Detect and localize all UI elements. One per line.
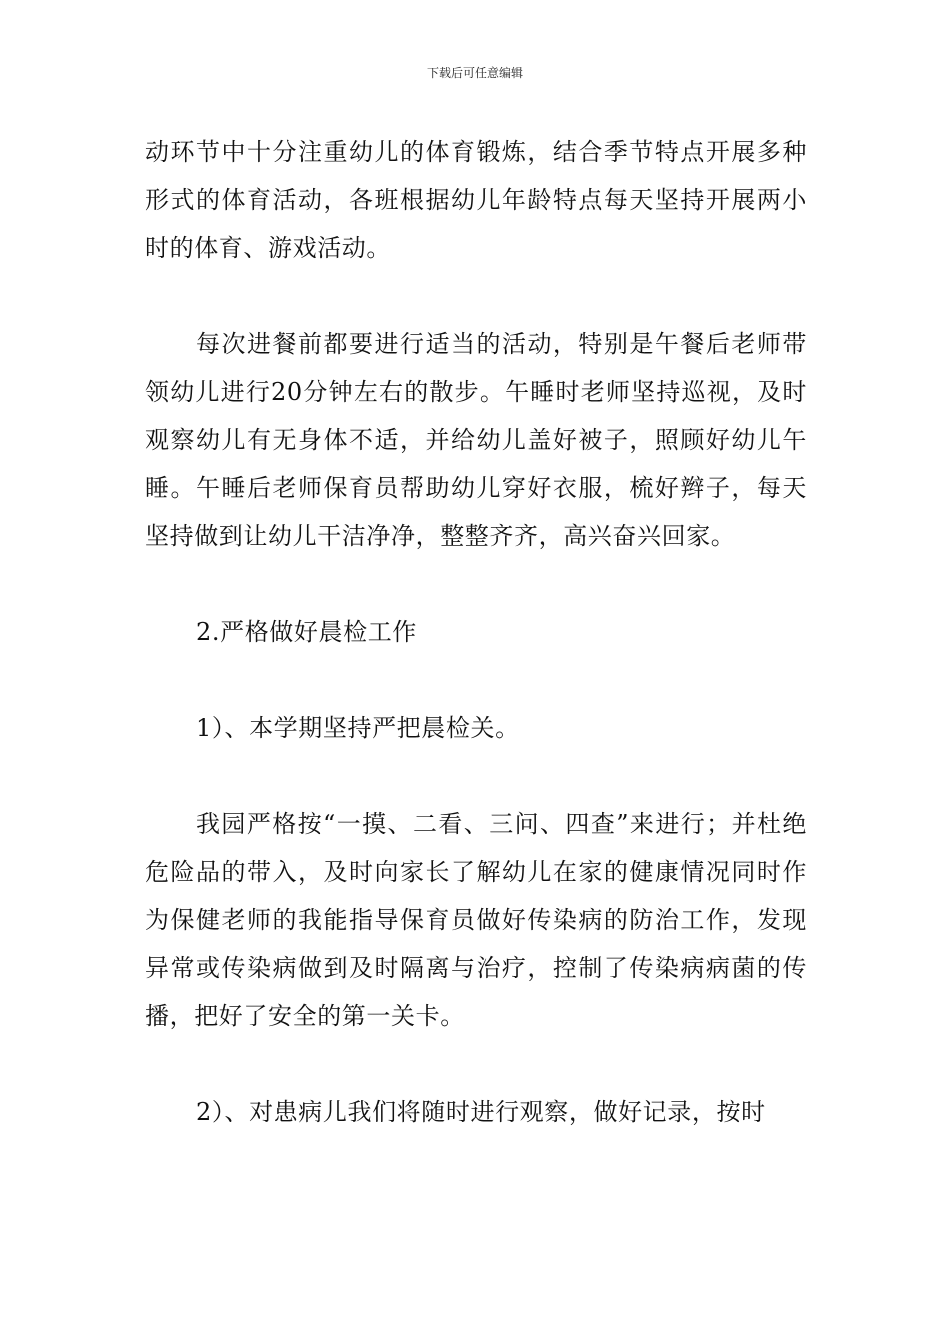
list-item-2: 2）、对患病儿我们将随时进行观察，做好记录，按时 (196, 1098, 766, 1126)
paragraph-1: 动环节中十分注重幼儿的体育锻炼，结合季节特点开展多种形式的体育活动，各班根据幼儿年龄特点每天坚持开展两小时的体育、游戏活动。 (145, 138, 807, 262)
list-item-1: 1）、本学期坚持严把晨检关。 (196, 714, 520, 742)
page-header-note: 下载后可任意编辑 (426, 66, 523, 80)
section-heading-morning-check: 2.严格做好晨检工作 (196, 618, 417, 646)
paragraph-3: 我园严格按“一摸、二看、三问、四查”来进行；并杜绝危险品的带入，及时向家长了解幼儿在家的健康情况同时作为保健老师的我能指导保育员做好传染病的防治工作，发现异常或传染病做到及时隔离与治疗，控制了传染病病菌的传播，把好了安全的第一关卡。 (145, 810, 807, 1030)
document-body (145, 128, 807, 1136)
paragraph-2: 每次进餐前都要进行适当的活动，特别是午餐后老师带领幼儿进行20分钟左右的散步。午睡时老师坚持巡视，及时观察幼儿有无身体不适，并给幼儿盖好被子，照顾好幼儿午睡。午睡后老师保育员帮助幼儿穿好衣服，梳好辫子，每天坚持做到让幼儿干洁净净，整整齐齐，高兴奋兴回家。 (145, 330, 807, 550)
